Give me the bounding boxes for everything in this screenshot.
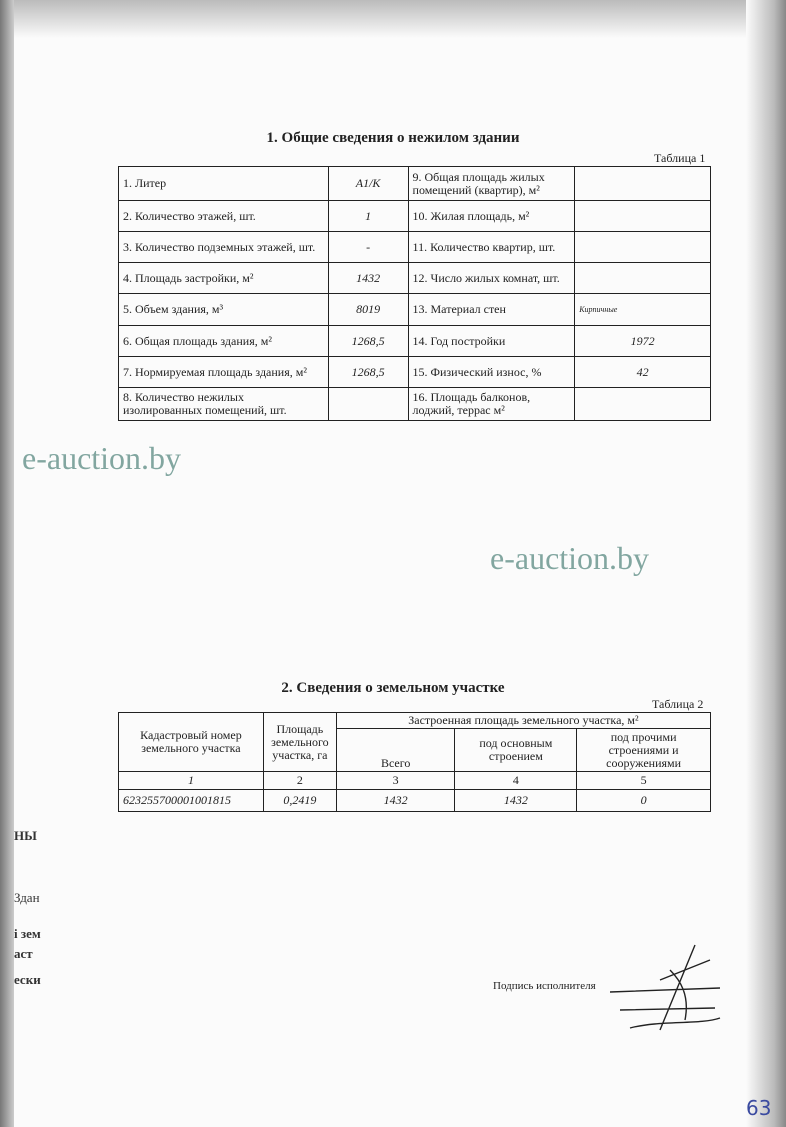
row-value [575,388,711,421]
row-value [575,263,711,294]
built-other: 0 [577,790,711,812]
scan-edge-right [746,0,786,1127]
col-number: 5 [577,772,711,790]
col-number: 2 [263,772,336,790]
cadastral-number: 623255700001001815 [119,790,264,812]
table2-caption: Таблица 2 [652,697,704,711]
header-main: под основным строением [455,729,577,772]
table-row [119,357,711,388]
col-number: 4 [455,772,577,790]
row-label: 3. Количество подземных этажей, шт. [119,232,329,263]
row-value [575,232,711,263]
land-plot-table [118,712,711,812]
row-label: 15. Физический износ, % [408,357,575,388]
row-label: 4. Площадь застройки, м² [119,263,329,294]
section2-title: 2. Сведения о земельном участке [281,680,505,696]
header-other: под прочими строениями и сооружениями [577,729,711,772]
table-row [119,326,711,357]
row-value: 1972 [575,326,711,357]
col-number: 1 [119,772,264,790]
row-value: 1 [328,201,408,232]
row-label: 7. Нормируемая площадь здания, м² [119,357,329,388]
table-row [119,232,711,263]
table-row [119,388,711,421]
signature-label: Подпись исполнителя [493,980,596,992]
signature-icon [600,940,730,1035]
row-label: 11. Количество квартир, шт. [408,232,575,263]
scan-edge-left [0,0,14,1127]
row-label: 2. Количество этажей, шт. [119,201,329,232]
row-label: 13. Материал стен [408,294,575,326]
built-main: 1432 [455,790,577,812]
edge-fragment: НЫ [14,828,37,843]
row-value [575,201,711,232]
header-cadastral: Кадастровый номер земельного участка [119,713,264,772]
watermark: e-auction.by [490,540,650,576]
row-value: А1/К [328,167,408,201]
header-area: Площадь земельного участка, га [263,713,336,772]
page-number: 63 [746,1096,772,1120]
header-total: Всего [336,729,455,772]
header-built-area: Застроенная площадь земельного участка, м² [336,713,710,729]
row-label: 1. Литер [119,167,329,201]
table-row [119,263,711,294]
row-label: 10. Жилая площадь, м² [408,201,575,232]
table1-caption: Таблица 1 [654,151,706,165]
col-number: 3 [336,772,455,790]
edge-fragment: і зем [14,926,41,941]
plot-area: 0,2419 [263,790,336,812]
row-value: 1432 [328,263,408,294]
row-label: 14. Год постройки [408,326,575,357]
row-label: 12. Число жилых комнат, шт. [408,263,575,294]
table-row [119,294,711,326]
building-info-table [118,166,711,421]
built-total: 1432 [336,790,455,812]
edge-fragment: ески [14,972,41,987]
row-label: 6. Общая площадь здания, м² [119,326,329,357]
row-value [328,388,408,421]
edge-fragment: аст [14,946,33,961]
row-label: 16. Площадь балконов, лоджий, террас м² [408,388,575,421]
scan-edge-top [0,0,786,38]
watermark: e-auction.by [22,440,182,476]
row-label: 8. Количество нежилых изолированных помещений, шт. [119,388,329,421]
row-value: 42 [575,357,711,388]
row-label: 9. Общая площадь жилых помещений (квартир), м² [408,167,575,201]
section1-title: 1. Общие сведения о нежилом здании [266,130,520,146]
row-value: 1268,5 [328,326,408,357]
table-row [119,167,711,201]
row-label: 5. Объем здания, м³ [119,294,329,326]
edge-fragment: Здан [14,890,40,905]
row-value: Кирпичные [575,294,711,326]
row-value: 1268,5 [328,357,408,388]
row-value: 8019 [328,294,408,326]
table-row [119,201,711,232]
row-value [575,167,711,201]
row-value: - [328,232,408,263]
